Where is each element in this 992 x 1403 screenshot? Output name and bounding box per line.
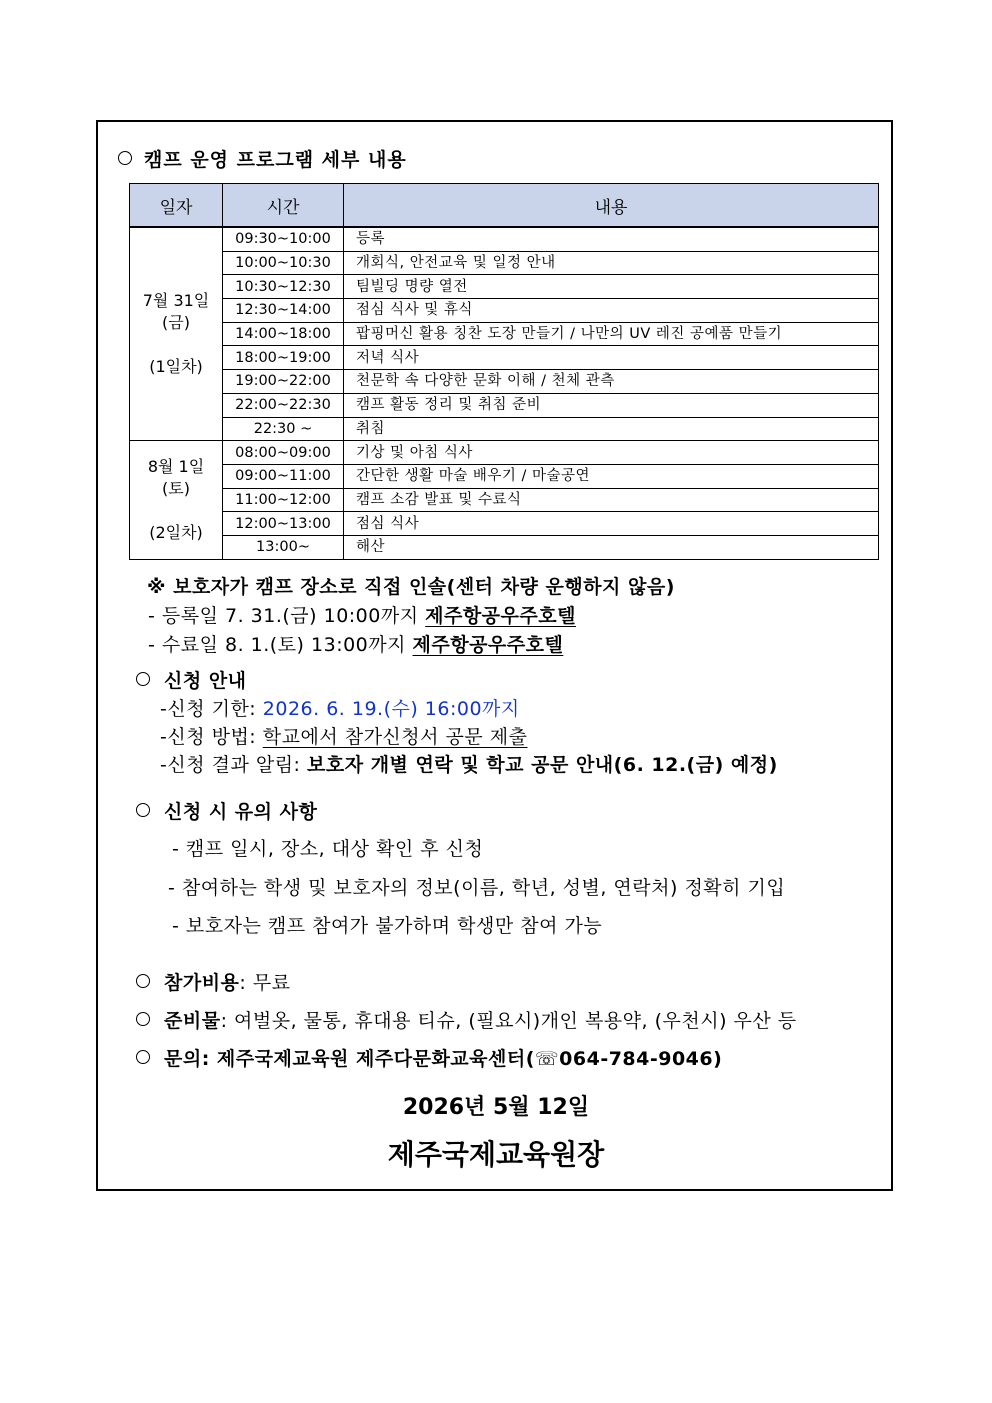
content-cell: 점심 식사 및 휴식 — [344, 299, 879, 323]
table-row — [130, 441, 879, 465]
issuer-name: 제주국제교육원장 — [387, 1138, 605, 1171]
day-line: 8월 1일 — [147, 456, 205, 476]
apply-result: -신청 결과 알림: 보호자 개별 연락 및 학교 공문 안내(6. 12.(금) 예정) — [160, 754, 778, 776]
time-cell: 09:00~11:00 — [223, 464, 344, 488]
content-cell: 간단한 생활 마술 배우기 / 마술공연 — [344, 464, 879, 488]
circle-bullet-icon — [118, 151, 132, 165]
time-cell: 18:00~19:00 — [223, 346, 344, 370]
apply-method: -신청 방법: 학교에서 참가신청서 공문 제출 — [160, 726, 528, 748]
table-row — [130, 227, 879, 251]
fee-line: 참가비용: 무료 — [136, 968, 291, 995]
caution-item: - 보호자는 캠프 참여가 불가하며 학생만 참여 가능 — [172, 915, 603, 937]
time-cell: 10:30~12:30 — [223, 275, 344, 299]
document-date: 2026년 5월 12일 — [402, 1095, 590, 1120]
table-row — [130, 488, 879, 512]
circle-bullet-icon — [136, 1050, 150, 1064]
time-cell: 19:00~22:00 — [223, 370, 344, 394]
content-cell: 저녁 식사 — [344, 346, 879, 370]
notice-line-1: - 등록일 7. 31.(금) 10:00까지 제주항공우주호텔 — [148, 605, 576, 627]
time-cell: 11:00~12:00 — [223, 488, 344, 512]
header-content: 내용 — [344, 184, 879, 228]
content-cell: 점심 식사 — [344, 512, 879, 536]
circle-bullet-icon — [136, 974, 150, 988]
day-line: 7월 31일 — [142, 291, 210, 311]
caution-title: 신청 시 유의 사항 — [136, 797, 317, 824]
day-cell — [130, 227, 223, 441]
time-cell: 08:00~09:00 — [223, 441, 344, 465]
header-date: 일자 — [130, 184, 223, 228]
content-cell: 천문학 속 다양한 문화 이해 / 천체 관측 — [344, 370, 879, 394]
notice-line-2: - 수료일 8. 1.(토) 13:00까지 제주항공우주호텔 — [148, 634, 564, 656]
header-time: 시간 — [223, 184, 344, 228]
day-line: (토) — [162, 478, 190, 498]
table-header-row — [130, 184, 879, 228]
table-row — [130, 370, 879, 394]
day-line: (금) — [162, 313, 190, 333]
time-cell: 09:30~10:00 — [223, 227, 344, 251]
content-cell: 캠프 활동 정리 및 취침 준비 — [344, 393, 879, 417]
prep-line: 준비물: 여벌옷, 물통, 휴대용 티슈, (필요시)개인 복용약, (우천시) 우산 등 — [136, 1006, 797, 1033]
table-row — [130, 346, 879, 370]
day-line — [130, 500, 222, 522]
contact-line: 문의: 제주국제교육원 제주다문화교육센터(☏064-784-9046) — [136, 1044, 722, 1071]
day-line — [130, 334, 222, 356]
section-title: 캠프 운영 프로그램 세부 내용 — [118, 145, 407, 172]
time-cell: 13:00~ — [223, 535, 344, 559]
content-cell: 취침 — [344, 417, 879, 441]
content-cell: 팝핑머신 활용 칭찬 도장 만들기 / 나만의 UV 레진 공예품 만들기 — [344, 322, 879, 346]
table-row — [130, 251, 879, 275]
table-row — [130, 275, 879, 299]
schedule-table — [129, 183, 879, 560]
day-cell — [130, 441, 223, 559]
day-line: (2일차) — [149, 522, 203, 542]
content-cell: 등록 — [344, 227, 879, 251]
caution-item: - 참여하는 학생 및 보호자의 정보(이름, 학년, 성별, 연락처) 정확히 기입 — [168, 877, 786, 899]
circle-bullet-icon — [136, 803, 150, 817]
table-row — [130, 393, 879, 417]
table-row — [130, 512, 879, 536]
table-row — [130, 464, 879, 488]
table-row — [130, 299, 879, 323]
time-cell: 10:00~10:30 — [223, 251, 344, 275]
content-cell: 팀빌딩 명량 열전 — [344, 275, 879, 299]
time-cell: 22:30 ~ — [223, 417, 344, 441]
notice-title: ※ 보호자가 캠프 장소로 직접 인솔(센터 차량 운행하지 않음) — [147, 576, 675, 598]
apply-deadline: -신청 기한: 2026. 6. 19.(수) 16:00까지 — [160, 698, 520, 720]
table-row — [130, 322, 879, 346]
circle-bullet-icon — [136, 672, 150, 686]
content-cell: 기상 및 아침 식사 — [344, 441, 879, 465]
time-cell: 22:00~22:30 — [223, 393, 344, 417]
table-row — [130, 535, 879, 559]
time-cell: 14:00~18:00 — [223, 322, 344, 346]
hotel-name: 제주항공우주호텔 — [425, 605, 576, 627]
caution-item: - 캠프 일시, 장소, 대상 확인 후 신청 — [172, 838, 484, 860]
table-row — [130, 417, 879, 441]
time-cell: 12:30~14:00 — [223, 299, 344, 323]
content-cell: 캠프 소감 발표 및 수료식 — [344, 488, 879, 512]
day-line: (1일차) — [149, 357, 203, 377]
hotel-name: 제주항공우주호텔 — [412, 634, 564, 656]
time-cell: 12:00~13:00 — [223, 512, 344, 536]
content-cell: 개회식, 안전교육 및 일정 안내 — [344, 251, 879, 275]
circle-bullet-icon — [136, 1012, 150, 1026]
content-cell: 해산 — [344, 535, 879, 559]
apply-title: 신청 안내 — [136, 666, 247, 693]
